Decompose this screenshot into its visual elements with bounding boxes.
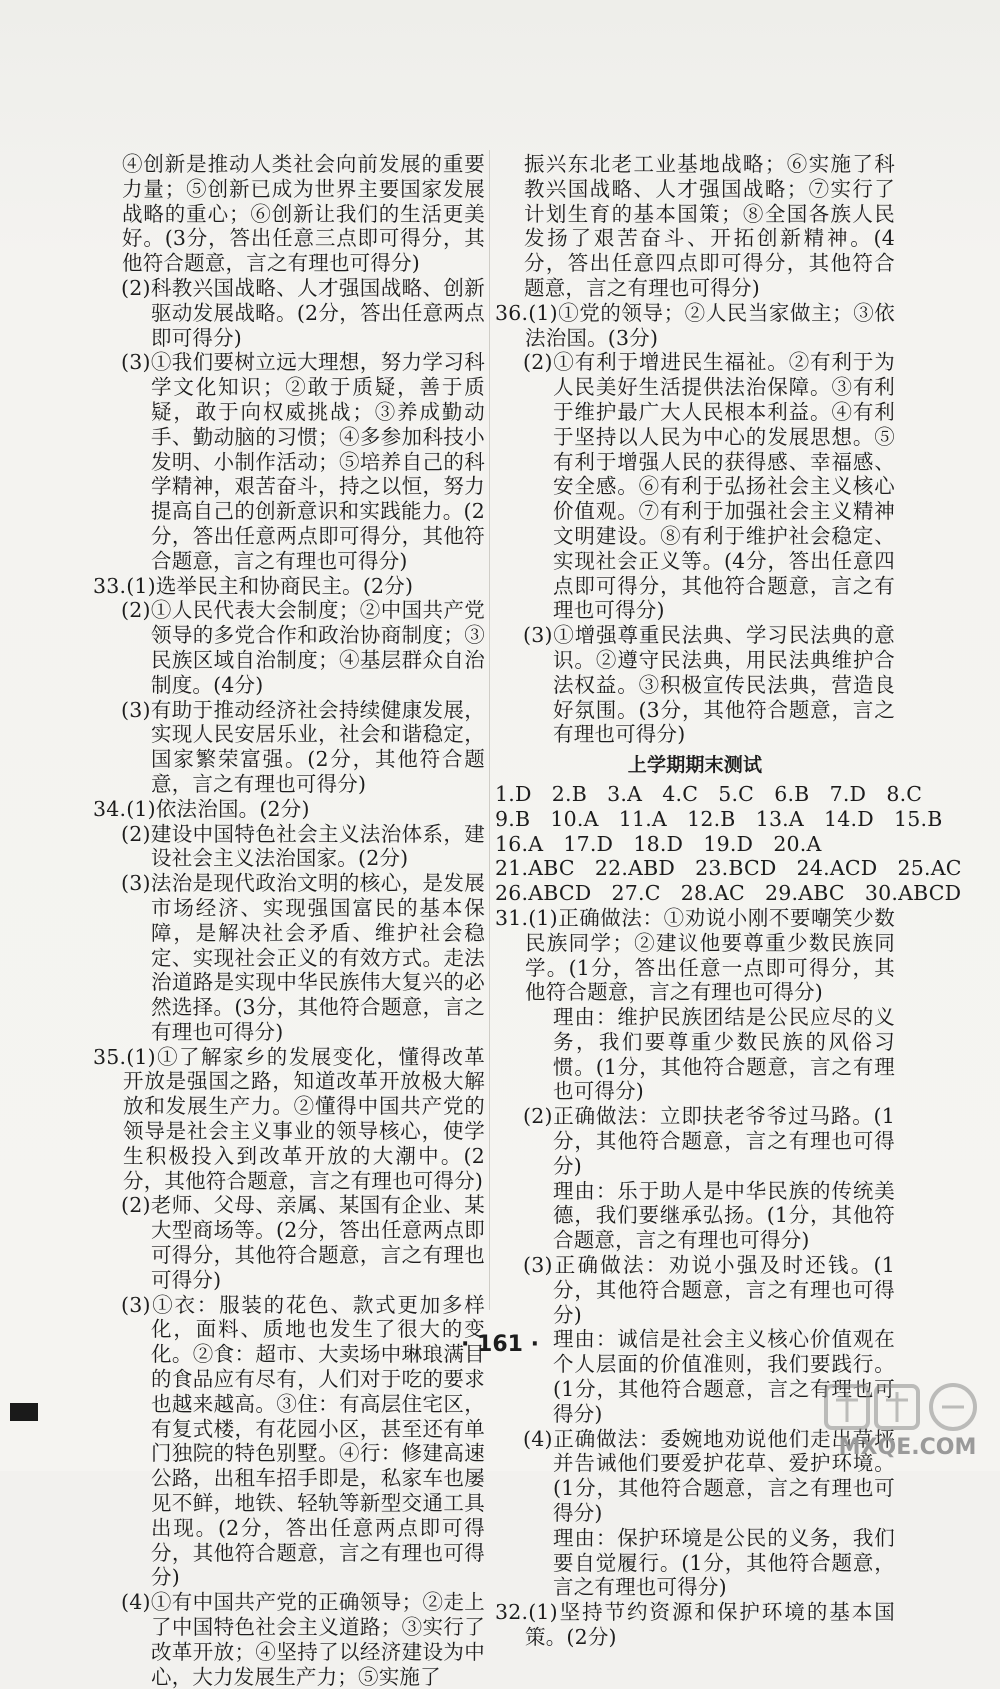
answer-paragraph: (2)①有利于增进民生福祉。②有利于为人民美好生活提供法治保障。③有利于维护最广大人民根本利益。④有利于坚持以人民为中心的发展思想。⑤有利于增强人民的获得感、幸福感、安全感。⑥有利于弘扬社会主义核心价值观。⑦有利于加强社会主义精神文明建设。⑧有利于维护社会稳定、实现社会正义等。(4分，答出任意四点即可得分，其他符合题意，言之有理也可得分) — [523, 350, 895, 623]
answer-paragraph: (4)①有中国共产党的正确领导；②走上了中国特色社会主义道路；③实行了改革开放；④坚持了以经济建设为中心，大力发展生产力；⑤实施了 — [121, 1590, 485, 1689]
column-divider — [489, 150, 490, 1310]
answer-paragraph: (3)有助于推动经济社会持续健康发展，实现人民安居乐业，社会和谐稳定，国家繁荣富强。(2分，其他符合题意，言之有理也可得分) — [121, 697, 485, 796]
answer-paragraph: (2)科教兴国战略、人才强国战略、创新驱动发展战略。(2分，答出任意两点即可得分) — [121, 275, 485, 350]
answer-paragraph: (3)①我们要树立远大理想，努力学习科学文化知识；②敢于质疑，善于质疑，敢于向权威挑战；③养成勤动手、勤动脑的习惯；④多参加科技小发明、小制作活动；⑤培养自己的科学精神，艰苦奋斗，持之以恒，努力提高自己的创新意识和实践能力。(2分，答出任意两点即可得分，其他符合题意，言之有理也可得分) — [121, 350, 485, 573]
answer-paragraph: (3)正确做法：劝说小强及时还钱。(1分，其他符合题意，言之有理也可得分) — [523, 1253, 895, 1327]
answer-paragraph: 振兴东北老工业基地战略；⑥实施了科教兴国战略、人才强国战略；⑦实行了计划生育的基本国策；⑧全国各族人民发扬了艰苦奋斗、开拓创新精神。(4分，答出任意四点即可得分，其他符合题意，言之有理也可得分) — [524, 152, 895, 300]
right-column-top — [495, 152, 895, 747]
answer-paragraph: (3)①增强尊重民法典、学习民法典的意识。②遵守民法典，用民法典维护合法权益。③积极宣传民法典，营造良好氛围。(3分，其他符合题意，言之有理也可得分) — [523, 623, 895, 747]
corner-mark — [10, 1403, 38, 1421]
multiple-choice-answers — [495, 781, 962, 906]
answer-paragraph: 理由：保护环境是公民的义务，我们要自觉履行。(1分，其他符合题意，言之有理也可得分) — [553, 1525, 895, 1600]
choice-answer-row: 1.D 2.B 3.A 4.C 5.C 6.B 7.D 8.C — [495, 781, 923, 806]
answer-paragraph: (2)老师、父母、亲属、某国有企业、某大型商场等。(2分，答出任意两点即可得分，其他符合题意，言之有理也可得分) — [121, 1193, 485, 1292]
answer-paragraph: 31.(1)正确做法：①劝说小刚不要嘲笑少数民族同学；②建议他要尊重少数民族同学。(1分，答出任意一点即可得分，其他符合题意，言之有理也可得分) — [495, 905, 895, 1005]
answer-paragraph: 理由：乐于助人是中华民族的传统美德，我们要继承弘扬。(1分，其他符合题意，言之有理也可得分) — [553, 1178, 895, 1253]
right-column-bottom — [495, 906, 895, 1650]
answer-paragraph: (4)正确做法：委婉地劝说他们走出草坪并告诫他们要爱护花草、爱护环境。(1分，其他符合题意，言之有理也可得分) — [523, 1426, 895, 1526]
answer-paragraph: (2)建设中国特色社会主义法治体系，建设社会主义法治国家。(2分) — [121, 821, 485, 871]
answer-paragraph: 33.(1)选举民主和协商民主。(2分) — [93, 573, 414, 598]
answer-paragraph: 34.(1)依法治国。(2分) — [93, 796, 310, 821]
choice-answer-row: 21.ABC 22.ABD 23.BCD 24.ACD 25.AC — [495, 856, 962, 881]
left-column — [93, 152, 485, 1689]
answer-paragraph: (2)①人民代表大会制度；②中国共产党领导的多党合作和政治协商制度；③民族区域自治制度；④基层群众自治制度。(4分) — [121, 598, 485, 697]
choice-answer-row: 9.B 10.A 11.A 12.B 13.A 14.D 15.B — [495, 806, 943, 831]
answer-paragraph: 32.(1)坚持节约资源和保护环境的基本国策。(2分) — [495, 1600, 895, 1650]
answer-paragraph: 理由：维护民族团结是公民应尽的义务，我们要尊重少数民族的风俗习惯。(1分，其他符合题意，言之有理也可得分) — [553, 1005, 895, 1104]
answer-paragraph: ④创新是推动人类社会向前发展的重要力量；⑤创新已成为世界主要国家发展战略的重心；⑥创新让我们的生活更美好。(3分，答出任意三点即可得分，其他符合题意，言之有理也可得分) — [122, 152, 485, 276]
answer-paragraph: 36.(1)①党的领导；②人民当家做主；③依法治国。(3分) — [495, 300, 895, 350]
section-title: 上学期期末测试 — [627, 754, 763, 777]
page-number: · 161 · — [461, 1332, 539, 1357]
answer-paragraph: (3)①衣：服装的花色、款式更加多样化，面料、质地也发生了很大的变化。②食：超市、大卖场中琳琅满目的食品应有尽有，人们对于吃的要求也越来越高。③住：有高层住宅区，有复式楼，有花园小区，甚至还有单门独院的特色别墅。④行：修建高速公路，出租车招手即是，私家车也屡见不鲜，地铁、轻轨等新型交通工具出现。(2分，答出任意两点即可得分，其他符合题意，言之有理也可得分) — [121, 1292, 485, 1590]
watermark-text: MXQE.COM — [838, 1435, 977, 1460]
answer-paragraph: 35.(1)①了解家乡的发展变化，懂得改革开放是强国之路，知道改革开放极大解放和发展生产力。②懂得中国共产党的领导是社会主义事业的领导核心，使学生积极投入到改革开放的大潮中。(2分，其他符合题意，言之有理也可得分) — [93, 1044, 485, 1193]
answer-paragraph: (2)正确做法：立即扶老爷爷过马路。(1分，其他符合题意，言之有理也可得分) — [523, 1104, 895, 1178]
choice-answer-row: 16.A 17.D 18.D 19.D 20.A — [495, 831, 822, 856]
answer-paragraph: 理由：诚信是社会主义核心价值观在个人层面的价值准则，我们要践行。(1分，其他符合题意，言之有理也可得分) — [553, 1327, 895, 1426]
choice-answer-row: 26.ABCD 27.C 28.AC 29.ABC 30.ABCD — [495, 881, 962, 906]
answer-paragraph: (3)法治是现代政治文明的核心，是发展市场经济、实现强国富民的基本保障，是解决社会矛盾、维护社会稳定、实现社会正义的有效方式。走法治道路是实现中华民族伟大复兴的必然选择。(3分，其他符合题意，言之有理也可得分) — [121, 871, 485, 1044]
